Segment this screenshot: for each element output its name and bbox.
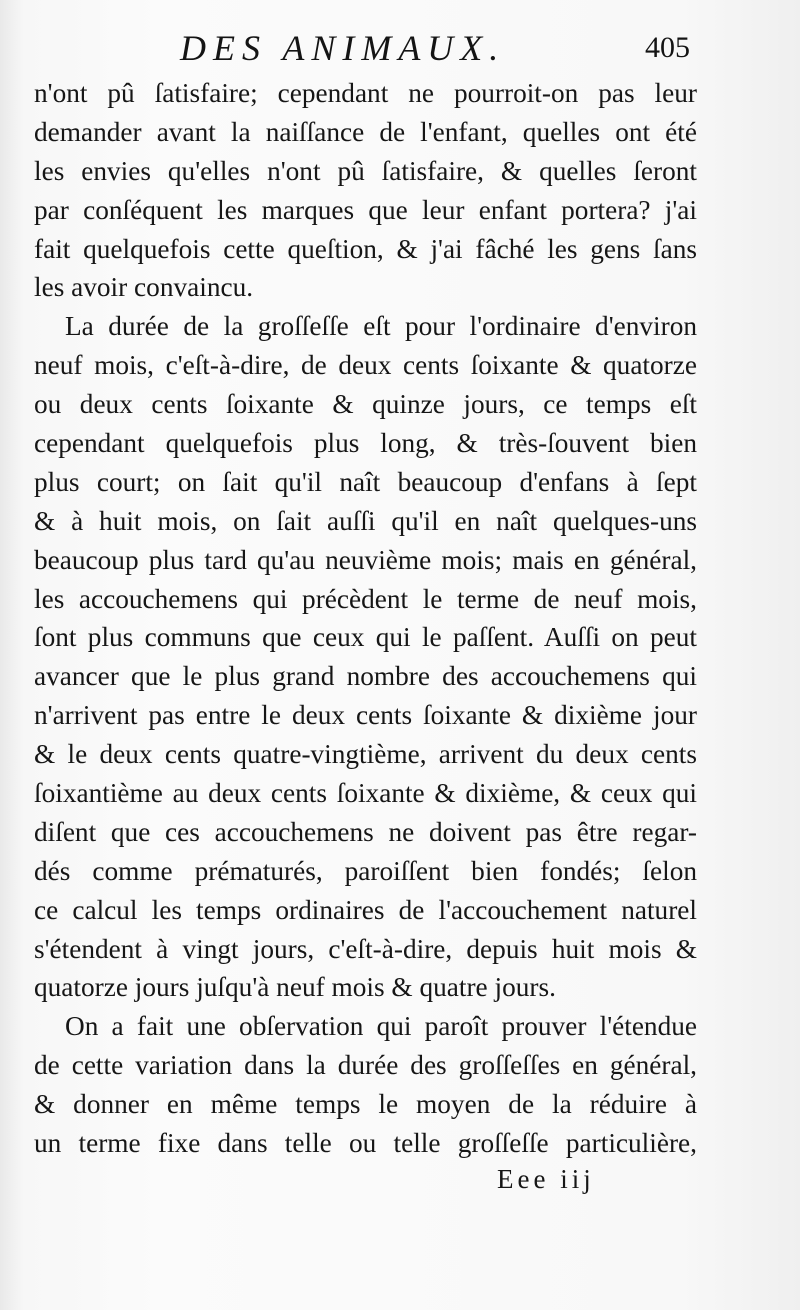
text-line: neuf mois, c'eſt-à-dire, de deux cents ſoixante & quatorze (34, 350, 697, 381)
text-line: dés comme prématurés, paroiſſent bien fondés; ſelon (34, 855, 697, 886)
text-line: & donner en même temps le moyen de la réduire à (34, 1089, 697, 1120)
text-line: diſent que ces accouchemens ne doivent pas être regar- (34, 816, 697, 847)
text-line: La durée de la groſſeſſe eſt pour l'ordinaire d'environ (65, 311, 697, 342)
text-line: plus court; on ſait qu'il naît beaucoup d'enfans à ſept (34, 466, 697, 497)
text-line: de cette variation dans la durée des groſſeſſes en général, (34, 1050, 697, 1081)
text-line: les accouchemens qui précèdent le terme de neuf mois, (34, 583, 697, 614)
text-line: & le deux cents quatre-vingtième, arrivent du deux cents (34, 739, 697, 770)
text-line: ou deux cents ſoixante & quinze jours, ce temps eſt (34, 389, 697, 420)
paragraph-2 (34, 307, 697, 1007)
text-line: cependant quelquefois plus long, & très-ſouvent bien (34, 428, 697, 459)
page-number: 405 (645, 31, 690, 64)
text-line: un terme fixe dans telle ou telle groſſeſſe particulière, (34, 1128, 697, 1159)
text-line: les envies qu'elles n'ont pû ſatisfaire, & quelles ſeront (34, 155, 697, 186)
text-line: fait quelquefois cette queſtion, & j'ai fâché les gens ſans (34, 233, 697, 264)
text-line: les avoir convaincu. (34, 272, 254, 303)
signature-mark: Eee iij (497, 1164, 595, 1194)
body-text (34, 74, 697, 1163)
text-line: s'étendent à vingt jours, c'eſt-à-dire, depuis huit mois & (34, 933, 697, 964)
text-line: n'arrivent pas entre le deux cents ſoixante & dixième jour (34, 700, 697, 731)
text-line: On a fait une obſervation qui paroît prouver l'étendue (65, 1011, 697, 1042)
paragraph-1 (34, 74, 697, 307)
text-line: avancer que le plus grand nombre des accouchemens qui (34, 661, 697, 692)
running-title: DES ANIMAUX. (180, 28, 506, 68)
text-line: ce calcul les temps ordinaires de l'accouchement naturel (34, 894, 697, 925)
text-line: quatorze jours juſqu'à neuf mois & quatre jours. (34, 972, 556, 1003)
text-line: par conſéquent les marques que leur enfant portera? j'ai (34, 194, 697, 225)
text-line: ſont plus communs que ceux qui le paſſent. Auſſi on peut (34, 622, 697, 653)
paragraph-3 (34, 1007, 697, 1163)
text-line: beaucoup plus tard qu'au neuvième mois; mais en général, (34, 544, 697, 575)
text-line: & à huit mois, on ſait auſſi qu'il en naît quelques-uns (34, 505, 697, 536)
text-line: n'ont pû ſatisfaire; cependant ne pourroit-on pas leur (34, 78, 697, 108)
page-header (0, 26, 800, 70)
text-line: demander avant la naiſſance de l'enfant, quelles ont été (34, 116, 697, 147)
text-line: ſoixantième au deux cents ſoixante & dixième, & ceux qui (34, 778, 697, 809)
